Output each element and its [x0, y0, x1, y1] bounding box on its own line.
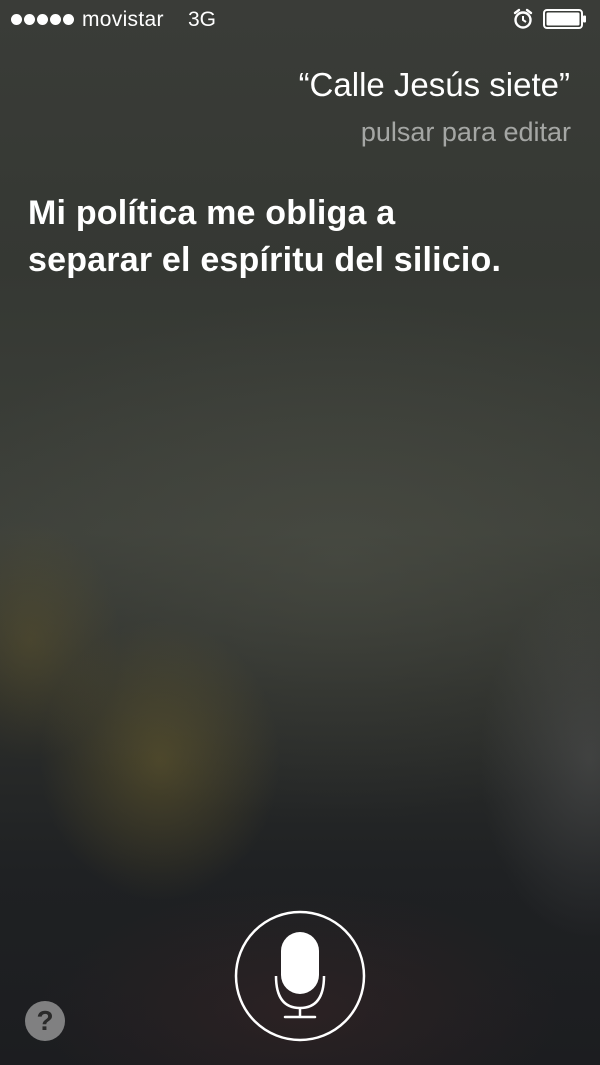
status-bar	[0, 0, 600, 40]
tap-to-edit-hint[interactable]: pulsar para editar	[360, 117, 571, 147]
network-type: 3G	[188, 8, 217, 31]
microphone-button[interactable]	[234, 910, 366, 1042]
carrier-name: movistar	[82, 8, 164, 31]
response-line: Mi política me obliga a	[28, 194, 396, 232]
microphone-icon	[234, 910, 366, 1042]
signal-dot	[50, 14, 61, 25]
signal-dot	[37, 14, 48, 25]
response-line: separar el espíritu del silicio.	[28, 241, 502, 279]
signal-dot	[24, 14, 35, 25]
siri-response	[28, 190, 588, 284]
signal-dot	[11, 14, 22, 25]
alarm-clock-icon	[513, 8, 533, 30]
battery-icon	[543, 9, 587, 29]
battery-fill	[547, 13, 580, 26]
help-button[interactable]: ?	[25, 1001, 65, 1041]
signal-dot	[63, 14, 74, 25]
spoken-query[interactable]: “Calle Jesús siete”	[298, 66, 570, 103]
signal-strength-icon	[11, 14, 74, 25]
